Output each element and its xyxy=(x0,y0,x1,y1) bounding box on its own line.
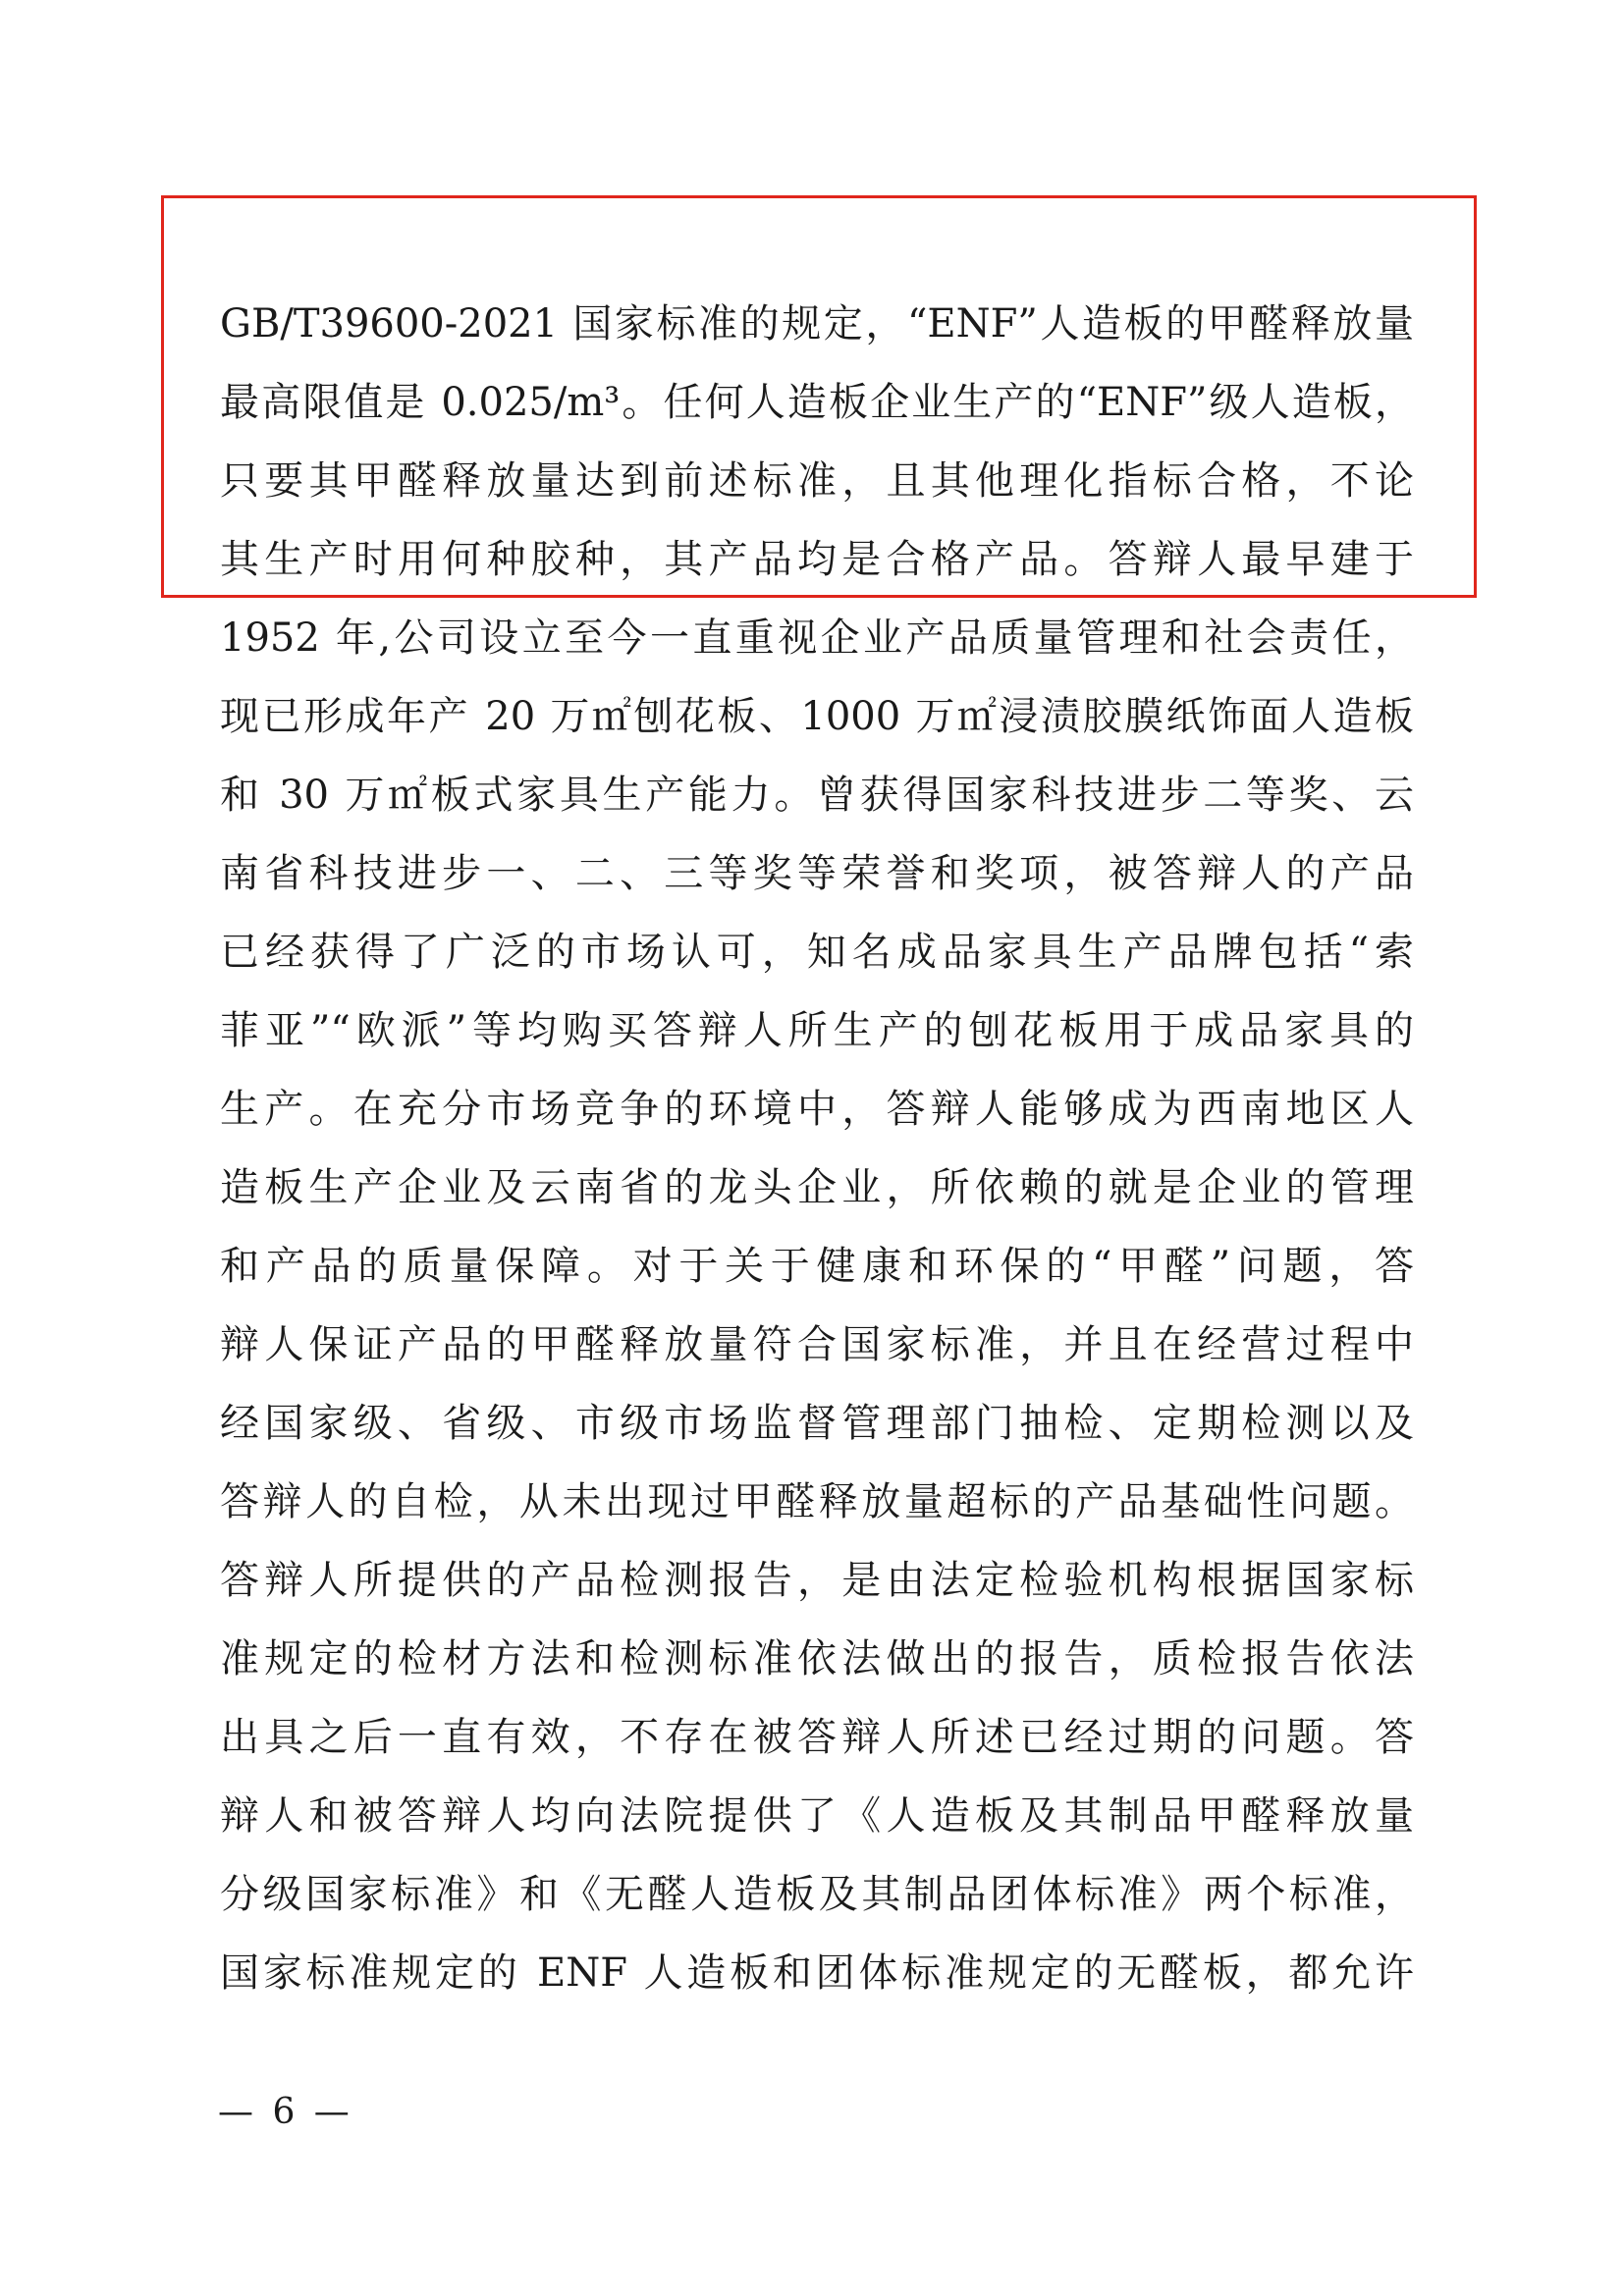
text-line: 南省科技进步一、二、三等奖等荣誉和奖项，被答辩人的产品 xyxy=(220,851,1414,896)
text-line: 只要其甲醛释放量达到前述标准，且其他理化指标合格，不论 xyxy=(220,458,1414,504)
text-line: 现已形成年产 20 万㎡刨花板、1000 万㎡浸渍胶膜纸饰面人造板 xyxy=(220,694,1414,739)
text-line: 最高限值是 0.025/m³。任何人造板企业生产的“ENF”级人造板， xyxy=(220,380,1414,425)
text-line: 经国家级、省级、市级市场监督管理部门抽检、定期检测以及 xyxy=(220,1401,1414,1446)
text-line: 其生产时用何种胶种，其产品均是合格产品。答辩人最早建于 xyxy=(220,537,1414,582)
text-line: 生产。在充分市场竞争的环境中，答辩人能够成为西南地区人 xyxy=(220,1087,1414,1132)
text-line: 和 30 万㎡板式家具生产能力。曾获得国家科技进步二等奖、云 xyxy=(220,773,1414,818)
text-line: 1952 年,公司设立至今一直重视企业产品质量管理和社会责任， xyxy=(220,615,1414,661)
text-line: 国家标准规定的 ENF 人造板和团体标准规定的无醛板，都允许 xyxy=(220,1950,1414,1996)
text-line: 和产品的质量保障。对于关于健康和环保的“甲醛”问题，答 xyxy=(220,1244,1414,1289)
text-line: 准规定的检材方法和检测标准依法做出的报告，质检报告依法 xyxy=(220,1636,1414,1682)
text-line: 已经获得了广泛的市场认可，知名成品家具生产品牌包括“索 xyxy=(220,930,1414,975)
text-line: 答辩人的自检，从未出现过甲醛释放量超标的产品基础性问题。 xyxy=(220,1479,1414,1524)
text-line: 菲亚”“欧派”等均购买答辩人所生产的刨花板用于成品家具的 xyxy=(220,1008,1414,1053)
text-line: 出具之后一直有效，不存在被答辩人所述已经过期的问题。答 xyxy=(220,1715,1414,1760)
text-line: GB/T39600-2021 国家标准的规定，“ENF”人造板的甲醛释放量 xyxy=(220,301,1414,347)
text-line: 辩人和被答辩人均向法院提供了《人造板及其制品甲醛释放量 xyxy=(220,1793,1414,1839)
text-line: 分级国家标准》和《无醛人造板及其制品团体标准》两个标准， xyxy=(220,1872,1414,1917)
text-line: 答辩人所提供的产品检测报告，是由法定检验机构根据国家标 xyxy=(220,1558,1414,1603)
page-number: — 6 — xyxy=(218,2092,353,2132)
text-line: 造板生产企业及云南省的龙头企业，所依赖的就是企业的管理 xyxy=(220,1165,1414,1210)
text-line: 辩人保证产品的甲醛释放量符合国家标准，并且在经营过程中 xyxy=(220,1322,1414,1367)
